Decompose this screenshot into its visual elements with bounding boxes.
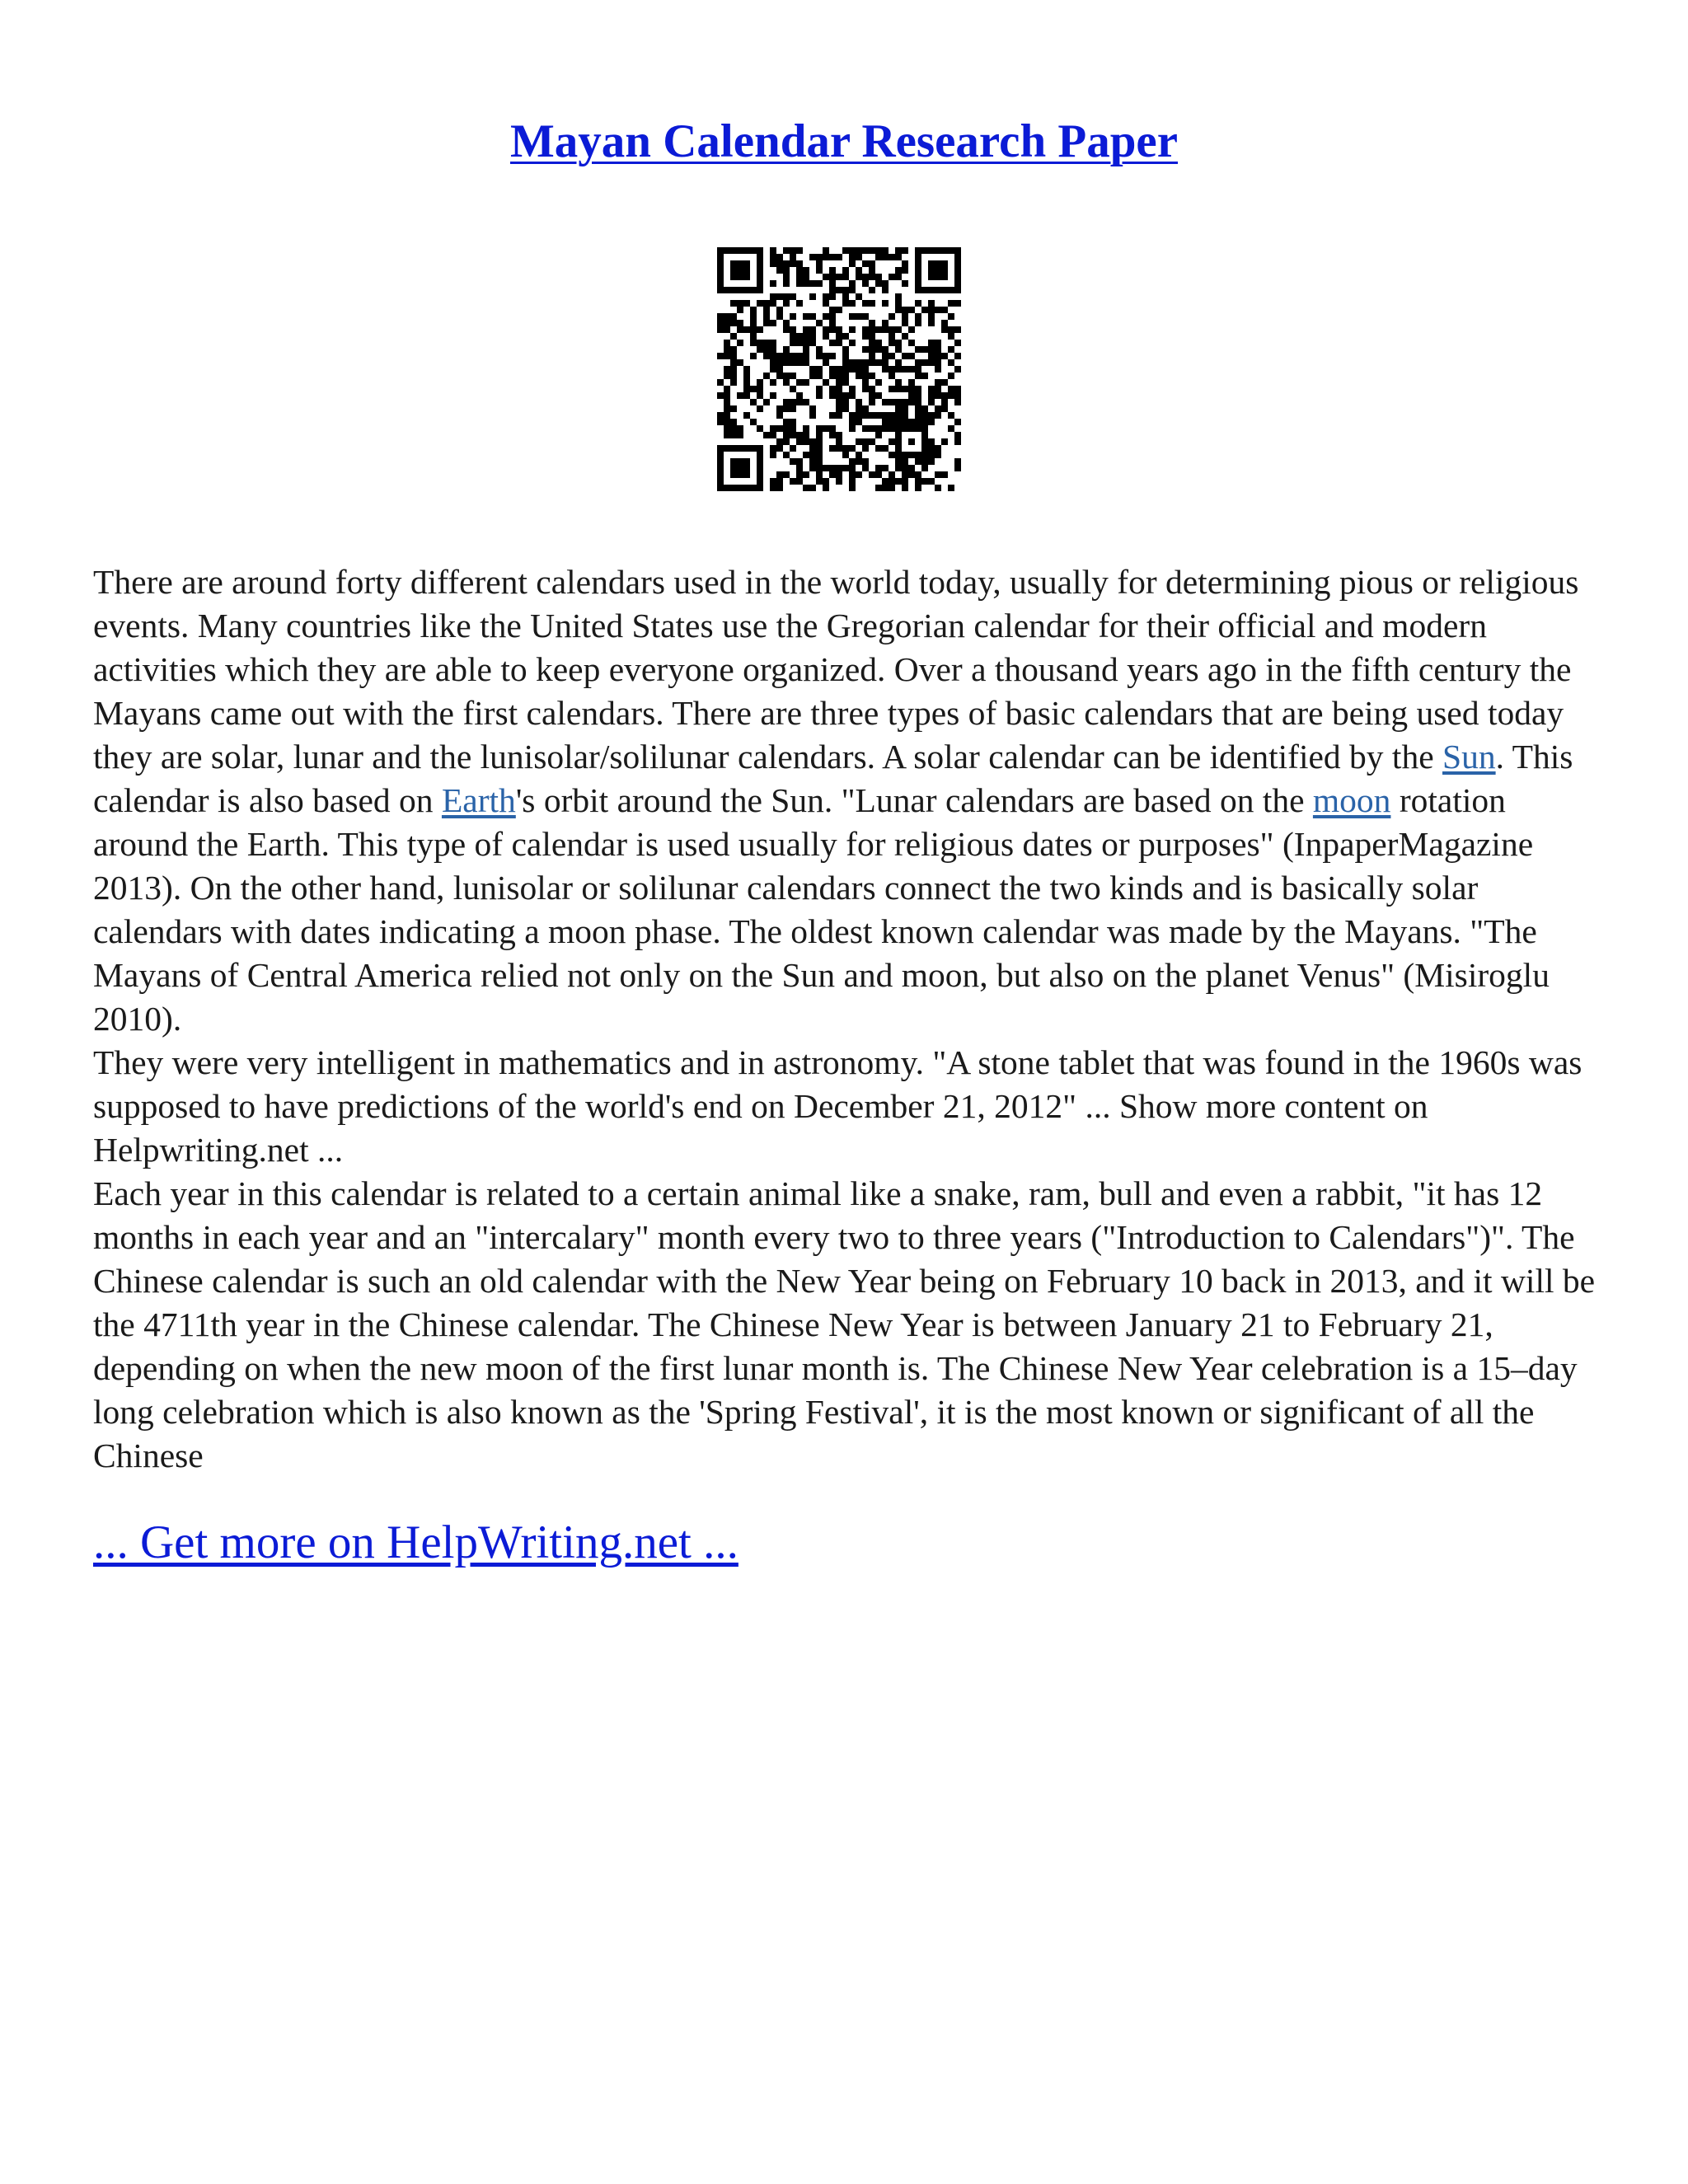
- sun-link[interactable]: Sun: [1442, 738, 1496, 776]
- qr-code-graphic: [717, 247, 961, 491]
- paragraph-2: They were very intelligent in mathematics and in astronomy. "A stone tablet that was found in the 1960s was supposed to have predictions of the world's end on December 21, 2012" ... Show more content on Helpwriting.net ...: [93, 1043, 1582, 1169]
- get-more-link[interactable]: ... Get more on HelpWriting.net ...: [93, 1516, 738, 1568]
- paragraph-1-text-d: rotation around the Earth. This type of calendar is used usually for religious dates or purposes" (InpaperMagazine 2013). On the other hand, lunisolar or solilunar calendars connect the two kinds and is basically solar calendars with dates indicating a moon phase. The oldest known calendar was made by the Mayans. "The Mayans of Central America relied not only on the Sun and moon, but also on the planet Venus" (Misiroglu 2010).: [93, 781, 1550, 1038]
- page-title: [0, 114, 1688, 170]
- title-link[interactable]: Mayan Calendar Research Paper: [509, 115, 1179, 167]
- earth-link[interactable]: Earth: [441, 781, 516, 819]
- paragraph-1-text-a: There are around forty different calendars used in the world today, usually for determining pious or religious events. Many countries like the United States use the Gregorian calendar for their official and modern activities which they are able to keep everyone organized. Over a thousand years ago in the fifth century the Mayans came out with the first calendars. There are three types of basic calendars that are being used today they are solar, lunar and the lunisolar/solilunar calendars. A solar calendar can be identified by the: [93, 563, 1579, 776]
- paragraph-1-text-b: . This calendar is also based on: [93, 738, 1573, 819]
- body-text: [93, 560, 1601, 1478]
- moon-link[interactable]: moon: [1312, 781, 1391, 819]
- paragraph-1-text-c: 's orbit around the Sun. "Lunar calendars are based on the: [515, 781, 1313, 819]
- get-more-link-container: [93, 1515, 738, 1571]
- paragraph-3: Each year in this calendar is related to a certain animal like a snake, ram, bull and even a rabbit, "it has 12 months in each year and an "intercalary" month every two to three years ("Introduction to Calendars")". The Chinese calendar is such an old calendar with the New Year being on February 10 back in 2013, and it will be the 4711th year in the Chinese calendar. The Chinese New Year is between January 21 to February 21, depending on when the new moon of the first lunar month is. The Chinese New Year celebration is a 15–day long celebration which is also known as the 'Spring Festival', it is the most known or significant of all the Chinese: [93, 1174, 1596, 1474]
- paragraph-1: [93, 560, 1601, 1041]
- qr-code-icon: [717, 247, 961, 491]
